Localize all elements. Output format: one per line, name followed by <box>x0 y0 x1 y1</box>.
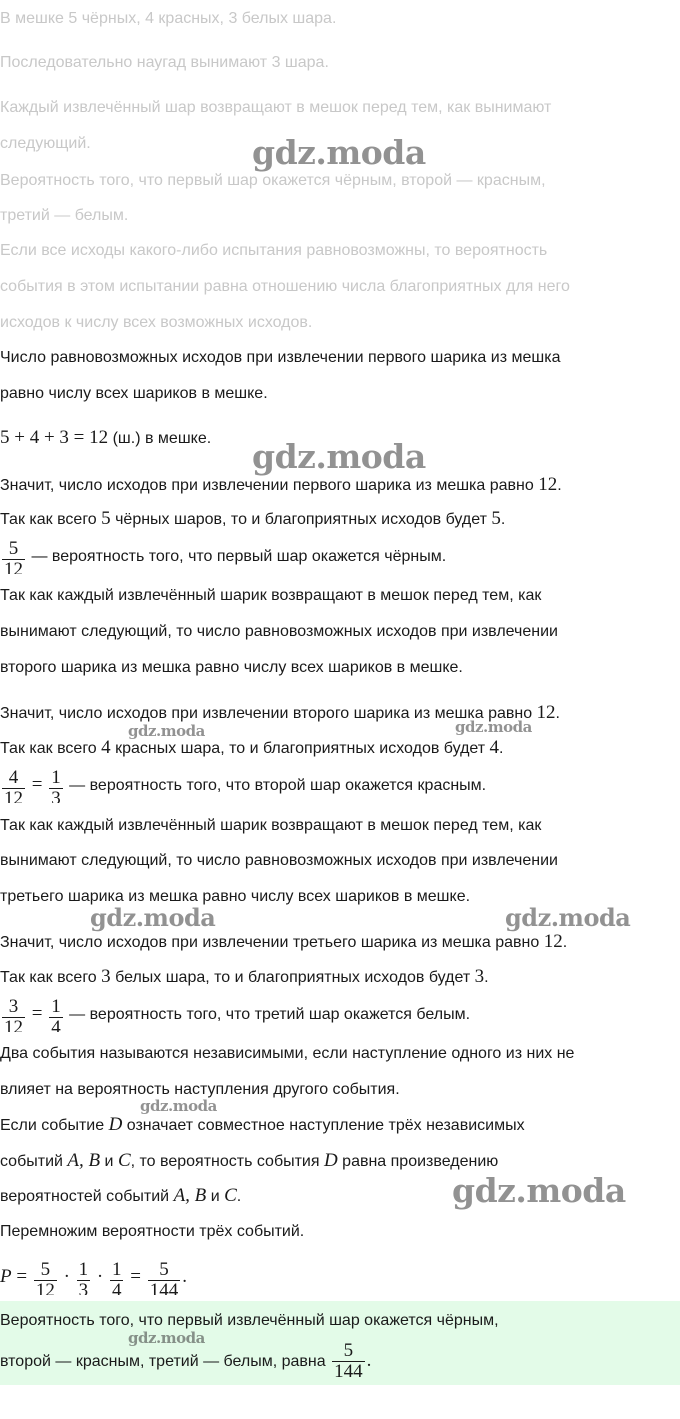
fraction: $\frac{1}{4}$ <box>111 1259 122 1296</box>
text: . <box>236 1188 242 1205</box>
text: Так как всего <box>0 511 102 528</box>
text: Значит, число исходов при извлечении второго шарика из мешка равно <box>0 705 537 722</box>
sum-expression: 5 + 4 + 3 = 12 <box>0 427 109 448</box>
watermark: gdz.moda <box>128 1329 205 1347</box>
watermark: gdz.moda <box>128 722 205 740</box>
text: , то вероятность события <box>130 1153 324 1170</box>
watermark: gdz.moda <box>505 903 631 932</box>
watermark: gdz.moda <box>455 718 532 736</box>
solution-line-20: влияет на вероятность наступления другого события. <box>0 1081 400 1098</box>
text: белых шара, то и благоприятных исходов будет <box>110 969 475 986</box>
fraction: $\frac{4}{12}$ <box>4 767 23 804</box>
solution-line-7: Так как каждый извлечённый шарик возвращают в мешок перед тем, как <box>0 587 542 604</box>
sum-text: (ш.) в мешке. <box>108 430 212 447</box>
solution-line-23 <box>0 1185 241 1209</box>
fraction: $\frac{5}{144}$ <box>149 1259 179 1296</box>
solution-line-8: вынимают следующий, то число равновозможных исходов при извлечении <box>0 623 558 640</box>
text: красных шара, то и благоприятных исходов будет <box>110 740 490 757</box>
fraction-line-1 <box>0 533 446 581</box>
solution-line-24: Перемножим вероятности трёх событий. <box>0 1223 305 1240</box>
answer-fraction: $\frac{5}{144}$ <box>334 1340 363 1383</box>
solution-line-9: второго шарика из мешка равно числу всех шариков в мешке. <box>0 659 463 676</box>
text: событий <box>0 1153 68 1170</box>
solution-line-22 <box>0 1150 498 1174</box>
number: 3 <box>101 966 111 987</box>
variable: D <box>323 1150 338 1171</box>
variable: P <box>0 1266 12 1287</box>
number: 12 <box>543 931 563 952</box>
number: 3 <box>474 966 485 987</box>
solution-line-2: равно числу всех шариков в мешке. <box>0 385 268 402</box>
fraction: $\frac{5}{12}$ <box>4 538 23 575</box>
watermark: gdz.moda <box>452 1171 626 1210</box>
text: чёрных шаров, то и благоприятных исходов будет <box>110 511 492 528</box>
text: вероятностей событий <box>0 1188 174 1205</box>
solution-line-5: Так как всего 5 чёрных шаров, то и благоприятных исходов будет 5. <box>0 508 506 529</box>
text: Если событие <box>0 1117 109 1134</box>
solution-line-4: Значит, число исходов при извлечении первого шарика из мешка равно 12. <box>0 474 562 495</box>
watermark: gdz.moda <box>252 133 426 172</box>
variable: D <box>108 1114 123 1135</box>
solution-line-16: Значит, число исходов при извлечении третьего шарика из мешка равно 12. <box>0 931 568 952</box>
text: — вероятность того, что второй шар окажется красным. <box>64 777 487 794</box>
variable: A, B <box>67 1150 101 1171</box>
text: Значит, число исходов при извлечении первого шарика из мешка равно <box>0 477 539 494</box>
number: 5 <box>101 508 111 529</box>
condition-line-6: третий — белым. <box>0 207 129 224</box>
rule-line-3: исходов к числу всех возможных исходов. <box>0 314 313 331</box>
number: 12 <box>538 474 558 495</box>
number: 5 <box>491 508 501 529</box>
fraction-line-3: $\frac{3}{12}$ = $\frac{1}{4}$ — вероятность того, что третий шар окажется белым. <box>4 996 471 1033</box>
text: означает совместное наступление трёх независимых <box>122 1117 525 1134</box>
solution-line-13: Так как каждый извлечённый шарик возвращают в мешок перед тем, как <box>0 817 542 834</box>
fraction: $\frac{1}{3}$ <box>78 1259 89 1296</box>
watermark: gdz.moda <box>252 437 426 476</box>
number: 4 <box>101 737 111 758</box>
fraction: $\frac{5}{12}$ <box>35 1259 55 1296</box>
solution-line-21 <box>0 1114 525 1138</box>
variable: C <box>224 1185 237 1206</box>
number: 12 <box>536 702 556 723</box>
rule-line-1: Если все исходы какого-либо испытания равновозможны, то вероятность <box>0 242 548 259</box>
condition-line-1: В мешке 5 чёрных, 4 красных, 3 белых шара. <box>0 10 337 27</box>
fraction: $\frac{1}{4}$ <box>51 996 61 1033</box>
fraction-line-2: $\frac{4}{12}$ = $\frac{1}{3}$ — вероятность того, что второй шар окажется красным. <box>4 767 487 804</box>
solution-line-19: Два события называются независимыми, если наступление одного из них не <box>0 1045 575 1062</box>
product-formula: P = $\frac{5}{12}$ · $\frac{1}{3}$ · $\frac{1}{4}$ = $\frac{5}{144}$ . <box>0 1259 187 1296</box>
solution-line-17: Так как всего 3 белых шара, то и благоприятных исходов будет 3. <box>0 966 489 987</box>
solution-line-11: Так как всего 4 красных шара, то и благоприятных исходов будет 4. <box>0 737 504 758</box>
fraction: $\frac{3}{12}$ <box>4 996 23 1033</box>
solution-line-14: вынимают следующий, то число равновозможных исходов при извлечении <box>0 852 558 869</box>
text: и <box>206 1188 225 1205</box>
condition-line-2: Последовательно наугад вынимают 3 шара. <box>0 54 329 71</box>
text: Так как всего <box>0 740 102 757</box>
condition-line-4: следующий. <box>0 135 91 152</box>
text: и <box>100 1153 118 1170</box>
text: равна произведению <box>337 1153 499 1170</box>
text: Значит, число исходов при извлечении третьего шарика из мешка равно <box>0 934 544 951</box>
watermark: gdz.moda <box>90 903 216 932</box>
answer-line-1: Вероятность того, что первый извлечённый шар окажется чёрным, <box>0 1312 499 1329</box>
answer-line-2: второй — красным, третий — белым, равна $\frac{5}{144}$ . <box>0 1340 372 1383</box>
text: Так как всего <box>0 969 102 986</box>
solution-line-15: третьего шарика из мешка равно числу всех шариков в мешке. <box>0 888 471 905</box>
text: — вероятность того, что первый шар окажется чёрным. <box>27 548 447 565</box>
condition-line-5: Вероятность того, что первый шар окажется чёрным, второй — красным, <box>0 172 546 189</box>
variable: C <box>117 1150 131 1171</box>
solution-line-10: Значит, число исходов при извлечении второго шарика из мешка равно 12. <box>0 702 560 723</box>
watermark: gdz.moda <box>140 1097 217 1115</box>
text: второй — красным, третий — белым, равна <box>0 1353 331 1370</box>
rule-line-2: события в этом испытании равна отношению числа благоприятных для него <box>0 278 570 295</box>
solution-line-1: Число равновозможных исходов при извлечении первого шарика из мешка <box>0 349 561 366</box>
variable: A, B <box>173 1185 207 1206</box>
fraction: $\frac{1}{3}$ <box>51 767 61 804</box>
number: 4 <box>489 737 500 758</box>
solution-line-3 <box>0 427 211 451</box>
condition-line-3: Каждый извлечённый шар возвращают в мешок перед тем, как вынимают <box>0 99 552 116</box>
text: — вероятность того, что третий шар окажется белым. <box>64 1006 471 1023</box>
